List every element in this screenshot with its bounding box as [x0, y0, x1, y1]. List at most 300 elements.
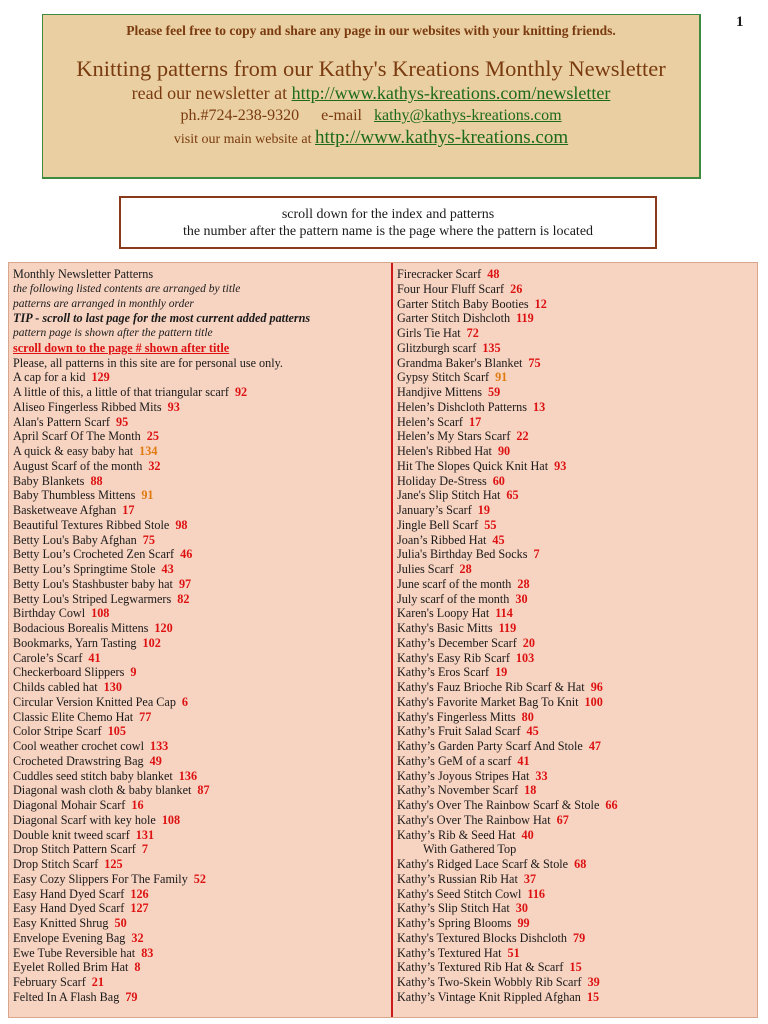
- pattern-name: Diagonal wash cloth & baby blanket: [13, 783, 192, 798]
- pattern-name: Kathy’s Joyous Stripes Hat: [397, 768, 530, 783]
- pattern-page-number: 32: [148, 458, 161, 473]
- pattern-name: Checkerboard Slippers: [13, 665, 125, 680]
- pattern-page-number: 49: [149, 753, 162, 768]
- pattern-name: Kathy's Textured Blocks Dishcloth: [397, 930, 568, 945]
- pattern-name: Garter Stitch Dishcloth: [397, 311, 511, 326]
- pattern-entry[interactable]: [13, 518, 389, 533]
- pattern-name: Betty Lou's Striped Legwarmers: [13, 591, 172, 606]
- pattern-name: Holiday De-Stress: [397, 473, 487, 488]
- pattern-name: Easy Cozy Slippers For The Family: [13, 871, 188, 886]
- pattern-page-number: 116: [527, 886, 546, 901]
- pattern-entry[interactable]: [397, 680, 755, 695]
- pattern-page-number: 45: [492, 532, 505, 547]
- pattern-entry[interactable]: [397, 813, 755, 828]
- pattern-page-number: 43: [161, 562, 174, 576]
- pattern-name: A little of this, a little of that triangular scarf: [13, 385, 229, 399]
- pattern-page-number: 7: [533, 547, 540, 562]
- pattern-entry[interactable]: [397, 872, 755, 887]
- pattern-name: Betty Lou's Stashbuster baby hat: [13, 576, 173, 591]
- pattern-name: A cap for a kid: [13, 370, 86, 385]
- pattern-name: Betty Lou’s Crocheted Zen Scarf: [13, 547, 175, 562]
- pattern-page-number: 114: [495, 606, 513, 621]
- pattern-name: Classic Elite Chemo Hat: [13, 709, 134, 724]
- pattern-name: Circular Version Knitted Pea Cap: [13, 694, 176, 709]
- pattern-entry[interactable]: [13, 665, 389, 680]
- pattern-entry[interactable]: [397, 370, 755, 385]
- pattern-entry[interactable]: [397, 503, 755, 518]
- pattern-page-number: 83: [141, 945, 154, 960]
- pattern-entry[interactable]: [397, 828, 755, 843]
- pattern-name: Felted In A Flash Bag: [13, 989, 120, 1004]
- pattern-name: Helen's Ribbed Hat: [397, 444, 492, 458]
- pattern-entry[interactable]: [397, 341, 755, 356]
- pattern-page-number: 50: [114, 916, 127, 930]
- pattern-page-number: 95: [115, 414, 129, 429]
- pattern-page-number: 30: [515, 591, 528, 606]
- pattern-entry[interactable]: [13, 769, 389, 784]
- pattern-page-number: 102: [142, 635, 161, 650]
- pattern-page-number: 41: [88, 650, 101, 665]
- pattern-page-number: 6: [181, 694, 189, 709]
- pattern-name: Easy Hand Dyed Scarf: [13, 886, 125, 901]
- pattern-name: Grandma Baker's Blanket: [397, 355, 523, 370]
- pattern-entry[interactable]: [397, 769, 755, 784]
- pattern-entry[interactable]: [397, 665, 755, 680]
- pattern-name-continuation: With Gathered Top: [423, 842, 517, 857]
- pattern-page-number: 82: [177, 591, 190, 606]
- pattern-page-number: 9: [130, 665, 137, 680]
- pattern-entry[interactable]: [397, 562, 755, 577]
- pattern-entry[interactable]: [397, 783, 755, 798]
- personal-use-note: Please, all patterns in this site are for personal use only.: [13, 355, 283, 370]
- pattern-page-number: 19: [495, 665, 508, 680]
- pattern-page-number: 41: [517, 753, 530, 768]
- pattern-entry[interactable]: [397, 592, 755, 607]
- pattern-page-number: 59: [487, 385, 501, 399]
- pattern-page-number: 8: [134, 960, 141, 975]
- intro-note: patterns are arranged in monthly order: [13, 297, 194, 310]
- tip-note: TIP - scroll to last page for the most current added patterns: [13, 311, 311, 326]
- pattern-page-number: 105: [107, 724, 126, 739]
- pattern-entry[interactable]: [397, 695, 755, 710]
- pattern-entry[interactable]: [397, 857, 755, 872]
- pattern-name: Garter Stitch Baby Booties: [397, 296, 529, 311]
- pattern-entry[interactable]: [397, 311, 755, 326]
- pattern-name: Easy Knitted Shrug: [13, 916, 109, 930]
- pattern-page-number: 96: [590, 680, 603, 694]
- pattern-name: Aliseo Fingerless Ribbed Mits: [13, 399, 162, 414]
- pattern-name: Bookmarks, Yarn Tasting: [13, 635, 137, 650]
- page-title: Knitting patterns from our Kathy's Kreations Monthly Newsletter: [76, 56, 666, 81]
- share-note: Please feel free to copy and share any page in our websites with your knitting friends.: [126, 23, 616, 38]
- pattern-page-number: 33: [535, 768, 548, 783]
- column-divider: [391, 263, 393, 1017]
- pattern-entry[interactable]: [397, 356, 755, 371]
- pattern-name: Kathy's Ridged Lace Scarf & Stole: [397, 857, 569, 871]
- pattern-page-number: 60: [492, 473, 505, 488]
- pattern-name: Helen’s Dishcloth Patterns: [397, 399, 527, 414]
- pattern-entry[interactable]: [397, 724, 755, 739]
- pattern-entry[interactable]: [397, 488, 755, 503]
- pattern-name: February Scarf: [13, 975, 86, 989]
- pattern-entry[interactable]: [13, 842, 389, 857]
- newsletter-label: read our newsletter at: [131, 83, 288, 103]
- pattern-name: Four Hour Fluff Scarf: [397, 281, 505, 296]
- pattern-entry[interactable]: [397, 326, 755, 341]
- pattern-page-number: 65: [506, 488, 519, 503]
- pattern-name: Kathy’s November Scarf: [397, 783, 519, 798]
- pattern-name: Julies Scarf: [397, 562, 454, 576]
- pattern-name: Kathy's Favorite Market Bag To Knit: [397, 694, 579, 709]
- pattern-name: Color Stripe Scarf: [13, 724, 102, 739]
- pattern-page-number: 93: [167, 399, 180, 414]
- pattern-page-number: 119: [516, 311, 534, 326]
- pattern-page-number: 99: [517, 916, 530, 930]
- pattern-name: Betty Lou’s Springtime Stole: [13, 562, 156, 576]
- pattern-page-number: 77: [139, 709, 152, 724]
- pattern-page-number: 100: [584, 694, 603, 709]
- pattern-entry[interactable]: [13, 695, 389, 710]
- pattern-page-number: 17: [122, 503, 135, 517]
- phone-number: ph.#724-238-9320: [180, 107, 300, 124]
- pattern-name: Helen’s My Stars Scarf: [397, 429, 511, 444]
- pattern-page-number: 18: [524, 783, 537, 798]
- pattern-entry[interactable]: [13, 990, 389, 1005]
- pattern-page-number: 20: [522, 635, 535, 650]
- pattern-entry[interactable]: [397, 459, 755, 474]
- pattern-page-number: 16: [131, 798, 144, 812]
- pattern-name: Glitzburgh scarf: [397, 340, 477, 355]
- pattern-name: Crocheted Drawstring Bag: [13, 753, 144, 768]
- pattern-entry[interactable]: [397, 385, 755, 400]
- pattern-page-number: 32: [131, 930, 144, 945]
- pattern-page-number: 66: [605, 798, 618, 812]
- index-left-column: [13, 267, 389, 1005]
- intro-note: the following listed contents are arranged by title: [13, 282, 241, 295]
- pattern-page-number: 30: [515, 901, 528, 916]
- scroll-line-2: the number after the pattern name is the page where the pattern is located: [182, 224, 594, 239]
- pattern-name: Kathy’s Textured Hat: [397, 945, 502, 960]
- pattern-entry[interactable]: [397, 429, 755, 444]
- pattern-entry[interactable]: [13, 400, 389, 415]
- pattern-name: Kathy's Basic Mitts: [397, 621, 493, 635]
- pattern-page-number: 87: [197, 783, 210, 798]
- pattern-name: Helen’s Scarf: [397, 414, 463, 429]
- pattern-page-number: 15: [569, 960, 582, 975]
- pattern-entry[interactable]: [13, 901, 389, 916]
- pattern-name: Kathy's Fauz Brioche Rib Scarf & Hat: [397, 680, 585, 694]
- pattern-page-number: 136: [178, 768, 198, 783]
- pattern-page-number: 12: [534, 296, 547, 311]
- pattern-entry[interactable]: [13, 592, 389, 607]
- contact-line: [43, 105, 699, 126]
- pattern-name: Handjive Mittens: [397, 385, 482, 399]
- scroll-line-1: scroll down for the index and patterns: [281, 207, 495, 222]
- pattern-name: Kathy's Seed Stitch Cowl: [397, 886, 522, 901]
- pattern-entry[interactable]: [13, 415, 389, 430]
- scroll-instructions: [119, 196, 657, 249]
- pattern-name: A quick & easy baby hat: [13, 444, 134, 458]
- pattern-name: Diagonal Mohair Scarf: [13, 798, 126, 812]
- index-right-column: [397, 267, 755, 1005]
- index-heading: Monthly Newsletter Patterns: [13, 267, 154, 281]
- pattern-name: Easy Hand Dyed Scarf: [13, 901, 125, 916]
- pattern-entry[interactable]: [397, 798, 755, 813]
- pattern-page-number: 108: [161, 812, 181, 827]
- pattern-entry[interactable]: [397, 415, 755, 430]
- pattern-name: Baby Blankets: [13, 473, 85, 488]
- pattern-entry[interactable]: [397, 901, 755, 916]
- pattern-name: Kathy's Fingerless Mitts: [397, 709, 516, 724]
- pattern-page-number: 90: [497, 444, 511, 458]
- pattern-entry[interactable]: [13, 385, 389, 400]
- pattern-page-number: 68: [574, 857, 587, 871]
- pattern-name: Kathy's Easy Rib Scarf: [397, 650, 510, 665]
- pattern-entry[interactable]: [13, 710, 389, 725]
- pattern-page-number: 80: [521, 709, 534, 724]
- pattern-page-number: 22: [516, 429, 529, 444]
- pattern-name: Hit The Slopes Quick Knit Hat: [397, 458, 549, 473]
- pattern-entry[interactable]: [397, 754, 755, 769]
- pattern-name: Birthday Cowl: [13, 606, 86, 621]
- pattern-entry[interactable]: [397, 577, 755, 592]
- pattern-name: Kathy’s Rib & Seed Hat: [397, 827, 516, 842]
- pattern-entry[interactable]: [13, 739, 389, 754]
- pattern-entry[interactable]: [397, 946, 755, 961]
- pattern-page-number: 93: [554, 458, 567, 473]
- pattern-page-number: 126: [130, 886, 149, 901]
- pattern-name: Baby Thumbless Mittens: [13, 488, 136, 503]
- pattern-entry[interactable]: [397, 547, 755, 562]
- pattern-entry[interactable]: [397, 960, 755, 975]
- pattern-entry[interactable]: [397, 975, 755, 990]
- pattern-page-number: 55: [484, 517, 497, 532]
- pattern-entry[interactable]: [13, 429, 389, 444]
- pattern-entry[interactable]: [13, 547, 389, 562]
- pattern-page-number: 72: [466, 326, 479, 340]
- pattern-entry[interactable]: [13, 651, 389, 666]
- pattern-page-number: 46: [180, 547, 193, 562]
- pattern-name: Julia's Birthday Bed Socks: [397, 547, 528, 562]
- pattern-name: Double knit tweed scarf: [13, 827, 130, 842]
- pattern-page-number: 48: [487, 267, 500, 281]
- pattern-name: Eyelet Rolled Brim Hat: [13, 960, 129, 975]
- pattern-name: Girls Tie Hat: [397, 326, 461, 340]
- pattern-entry[interactable]: [397, 931, 755, 946]
- pattern-name: Kathy’s Vintage Knit Rippled Afghan: [397, 989, 581, 1004]
- pattern-entry[interactable]: [397, 282, 755, 297]
- pattern-entry[interactable]: [13, 533, 389, 548]
- pattern-page-number: 134: [139, 444, 158, 458]
- pattern-name: June scarf of the month: [397, 576, 512, 591]
- pattern-entry[interactable]: [13, 798, 389, 813]
- pattern-entry[interactable]: [397, 297, 755, 312]
- pattern-page-number: 13: [532, 399, 546, 414]
- pattern-name: Kathy’s Slip Stitch Hat: [397, 901, 510, 916]
- pattern-page-number: 127: [130, 901, 149, 916]
- pattern-index: [8, 262, 758, 1018]
- pattern-page-number: 15: [586, 989, 600, 1004]
- pattern-entry[interactable]: [397, 533, 755, 548]
- pattern-name: Karen's Loopy Hat: [397, 606, 490, 621]
- pattern-page-number: 129: [91, 370, 110, 385]
- pattern-entry[interactable]: [13, 577, 389, 592]
- pattern-name: Kathy’s Fruit Salad Scarf: [397, 724, 521, 739]
- pattern-name: Kathy’s Eros Scarf: [397, 665, 490, 680]
- newsletter-link[interactable]: http://www.kathys-kreations.com/newsletter: [291, 83, 611, 103]
- pattern-entry[interactable]: [397, 636, 755, 651]
- pattern-entry[interactable]: [397, 267, 755, 282]
- pattern-entry[interactable]: [397, 400, 755, 415]
- pattern-page-number: 133: [149, 739, 169, 753]
- pattern-entry[interactable]: [13, 783, 389, 798]
- pattern-page-number: 125: [104, 857, 123, 871]
- pattern-entry[interactable]: [13, 488, 389, 503]
- pattern-entry[interactable]: [397, 606, 755, 621]
- pattern-page-number: 28: [517, 576, 530, 591]
- pattern-entry[interactable]: [397, 990, 755, 1005]
- pattern-entry[interactable]: [397, 474, 755, 489]
- pattern-name: August Scarf of the month: [13, 458, 143, 473]
- pattern-page-number: 108: [91, 606, 110, 621]
- pattern-name: Kathy’s Russian Rib Hat: [397, 871, 518, 886]
- pattern-page-number: 91: [495, 370, 508, 385]
- pattern-name: Kathy’s December Scarf: [397, 635, 517, 650]
- intro-note: pattern page is shown after the pattern title: [13, 327, 213, 339]
- pattern-name: Bodacious Borealis Mittens: [13, 621, 149, 635]
- pattern-page-number: 52: [193, 871, 206, 886]
- pattern-entry[interactable]: [13, 370, 389, 385]
- email-label: e-mail: [321, 107, 362, 124]
- pattern-name: Alan's Pattern Scarf: [13, 414, 110, 429]
- scroll-note[interactable]: scroll down to the page # shown after title: [13, 340, 230, 355]
- pattern-page-number: 103: [515, 650, 535, 665]
- pattern-page-number: 45: [526, 724, 539, 739]
- pattern-page-number: 25: [146, 429, 159, 444]
- pattern-name: April Scarf Of The Month: [13, 429, 141, 444]
- pattern-page-number: 131: [135, 827, 155, 842]
- pattern-name: Jingle Bell Scarf: [397, 517, 479, 532]
- pattern-entry[interactable]: [397, 651, 755, 666]
- pattern-page-number: 47: [588, 739, 602, 753]
- pattern-entry[interactable]: [13, 636, 389, 651]
- pattern-page-number: 17: [469, 414, 482, 429]
- pattern-name: July scarf of the month: [397, 591, 510, 606]
- pattern-entry[interactable]: [13, 724, 389, 739]
- pattern-name: Beautiful Textures Ribbed Stole: [13, 517, 170, 532]
- pattern-name: Ewe Tube Reversible hat: [13, 945, 136, 960]
- pattern-entry[interactable]: [13, 828, 389, 843]
- pattern-entry[interactable]: [13, 459, 389, 474]
- page-number: 1: [736, 14, 744, 30]
- pattern-page-number: 120: [154, 621, 173, 635]
- pattern-page-number: 40: [521, 827, 534, 842]
- pattern-entry[interactable]: [397, 444, 755, 459]
- pattern-entry[interactable]: [13, 606, 389, 621]
- pattern-name: Drop Stitch Scarf: [13, 857, 99, 871]
- pattern-entry[interactable]: [397, 621, 755, 636]
- pattern-name: Betty Lou's Baby Afghan: [13, 532, 137, 547]
- pattern-page-number: 130: [103, 680, 122, 694]
- pattern-page-number: 21: [91, 975, 104, 989]
- pattern-entry[interactable]: [397, 916, 755, 931]
- pattern-entry[interactable]: [397, 518, 755, 533]
- pattern-page-number: 79: [573, 930, 586, 945]
- pattern-entry[interactable]: [397, 710, 755, 725]
- pattern-name: Kathy's Over The Rainbow Hat: [397, 812, 551, 827]
- pattern-entry[interactable]: [13, 916, 389, 931]
- pattern-entry[interactable]: [13, 754, 389, 769]
- header-banner: [42, 14, 701, 179]
- pattern-page-number: 26: [510, 281, 523, 296]
- pattern-name: Kathy’s Garden Party Scarf And Stole: [397, 739, 583, 753]
- pattern-name: Kathy's Over The Rainbow Scarf & Stole: [397, 798, 600, 812]
- pattern-page-number: 28: [459, 562, 472, 576]
- pattern-name: Gypsy Stitch Scarf: [397, 370, 490, 385]
- pattern-page-number: 75: [142, 532, 155, 547]
- pattern-entry[interactable]: [13, 975, 389, 990]
- pattern-name: Drop Stitch Pattern Scarf: [13, 842, 136, 857]
- email-link[interactable]: kathy@kathys-kreations.com: [373, 107, 562, 124]
- pattern-entry[interactable]: [13, 872, 389, 887]
- pattern-page-number: 98: [175, 517, 188, 532]
- pattern-name: Cuddles seed stitch baby blanket: [13, 768, 173, 783]
- pattern-entry[interactable]: [13, 444, 389, 459]
- pattern-entry[interactable]: [13, 474, 389, 489]
- pattern-name: Kathy’s Textured Rib Hat & Scarf: [397, 960, 564, 975]
- pattern-name: Firecracker Scarf: [397, 267, 482, 281]
- pattern-page-number: 91: [141, 488, 154, 503]
- pattern-entry[interactable]: [13, 562, 389, 577]
- pattern-name: Basketweave Afghan: [13, 503, 117, 517]
- pattern-page-number: 67: [556, 812, 569, 827]
- pattern-page-number: 51: [507, 945, 520, 960]
- pattern-page-number: 79: [125, 989, 138, 1004]
- pattern-entry[interactable]: [13, 960, 389, 975]
- pattern-entry[interactable]: [13, 931, 389, 946]
- pattern-name: Kathy’s Two-Skein Wobbly Rib Scarf: [397, 975, 582, 989]
- pattern-page-number: 37: [523, 871, 537, 886]
- pattern-name: Childs cabled hat: [13, 680, 98, 694]
- pattern-entry[interactable]: [13, 813, 389, 828]
- pattern-name: Cool weather crochet cowl: [13, 739, 144, 753]
- pattern-page-number: 39: [587, 975, 600, 989]
- pattern-page-number: 119: [498, 621, 517, 635]
- pattern-page-number: 88: [90, 473, 103, 488]
- pattern-page-number: 97: [178, 576, 192, 591]
- pattern-entry[interactable]: [13, 621, 389, 636]
- pattern-entry[interactable]: [397, 887, 755, 902]
- pattern-entry[interactable]: [13, 680, 389, 695]
- pattern-page-number: 7: [141, 842, 148, 857]
- website-line: [43, 126, 699, 152]
- pattern-entry[interactable]: [13, 503, 389, 518]
- pattern-entry[interactable]: [13, 946, 389, 961]
- pattern-entry[interactable]: [13, 857, 389, 872]
- pattern-name: Envelope Evening Bag: [13, 930, 126, 945]
- pattern-name: Joan’s Ribbed Hat: [397, 532, 487, 547]
- pattern-name: January’s Scarf: [397, 503, 472, 517]
- pattern-name: Diagonal Scarf with key hole: [13, 812, 156, 827]
- pattern-name: Kathy’s Spring Blooms: [397, 916, 512, 930]
- newsletter-line: [43, 82, 699, 105]
- website-label: visit our main website at: [173, 132, 312, 147]
- pattern-entry[interactable]: [397, 739, 755, 754]
- website-link[interactable]: http://www.kathys-kreations.com: [315, 127, 569, 148]
- pattern-name: Kathy’s GeM of a scarf: [397, 753, 512, 768]
- pattern-entry[interactable]: [13, 887, 389, 902]
- pattern-page-number: 19: [477, 503, 490, 517]
